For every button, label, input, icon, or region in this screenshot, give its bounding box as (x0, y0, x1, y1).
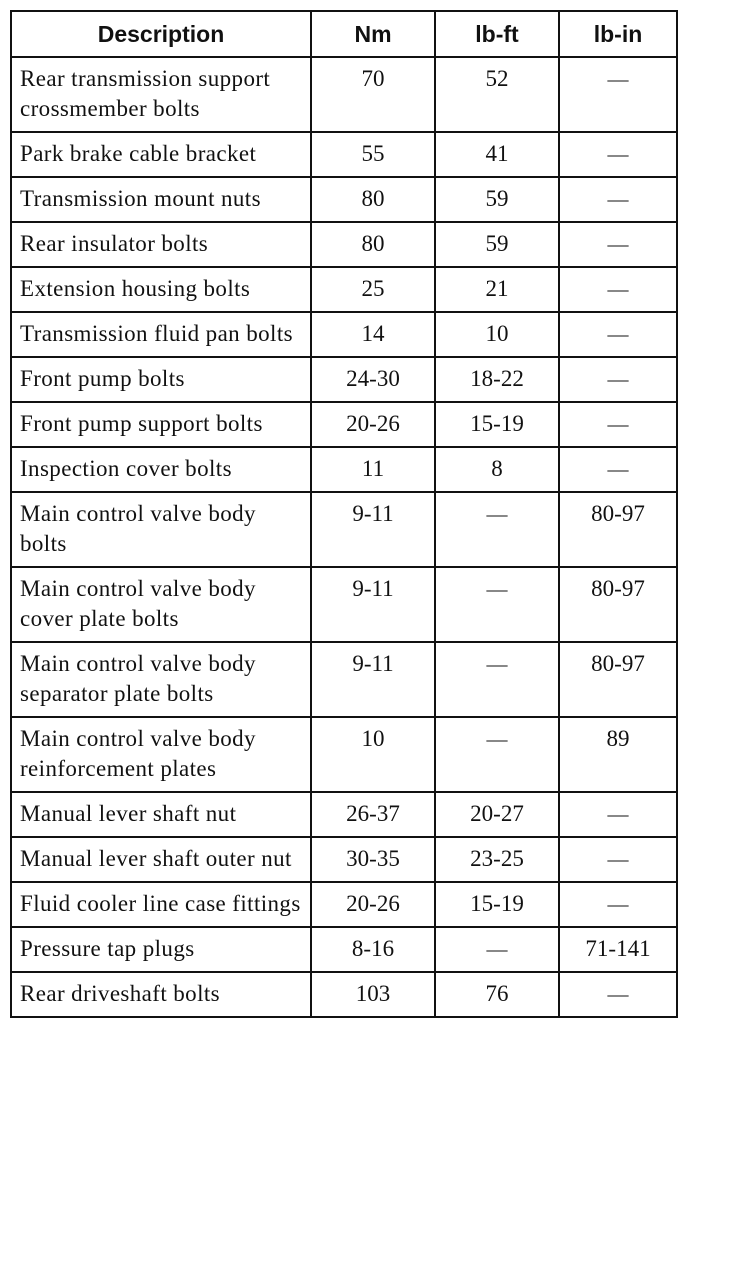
cell-lb-ft: — (435, 927, 559, 972)
cell-lb-ft: 15-19 (435, 402, 559, 447)
cell-lb-in: 71-141 (559, 927, 677, 972)
header-description: Description (11, 11, 311, 57)
table-row (11, 882, 677, 927)
cell-nm: 26-37 (311, 792, 435, 837)
header-lb-ft: lb-ft (435, 11, 559, 57)
cell-description: Main control valve body cover plate bolts (11, 567, 311, 642)
cell-lb-ft: — (435, 717, 559, 792)
cell-lb-in: — (559, 402, 677, 447)
cell-lb-ft: 23-25 (435, 837, 559, 882)
cell-lb-ft: 41 (435, 132, 559, 177)
table-row (11, 312, 677, 357)
cell-description: Inspection cover bolts (11, 447, 311, 492)
cell-lb-ft: 8 (435, 447, 559, 492)
cell-lb-in: — (559, 792, 677, 837)
cell-nm: 25 (311, 267, 435, 312)
table-row (11, 57, 677, 132)
table-row (11, 177, 677, 222)
cell-lb-ft: — (435, 492, 559, 567)
cell-lb-in: — (559, 57, 677, 132)
cell-lb-ft: 20-27 (435, 792, 559, 837)
cell-nm: 11 (311, 447, 435, 492)
table-row (11, 972, 677, 1017)
cell-lb-ft: 52 (435, 57, 559, 132)
cell-lb-ft: — (435, 642, 559, 717)
cell-description: Main control valve body reinforcement plates (11, 717, 311, 792)
table-row (11, 132, 677, 177)
cell-description: Rear insulator bolts (11, 222, 311, 267)
table-row (11, 717, 677, 792)
cell-lb-ft: 15-19 (435, 882, 559, 927)
cell-lb-in: — (559, 882, 677, 927)
cell-lb-in: — (559, 972, 677, 1017)
cell-nm: 8-16 (311, 927, 435, 972)
cell-nm: 55 (311, 132, 435, 177)
cell-nm: 20-26 (311, 402, 435, 447)
header-nm: Nm (311, 11, 435, 57)
cell-description: Transmission fluid pan bolts (11, 312, 311, 357)
cell-lb-in: — (559, 267, 677, 312)
cell-lb-in: 80-97 (559, 567, 677, 642)
table-row (11, 792, 677, 837)
table-row (11, 642, 677, 717)
cell-description: Fluid cooler line case fittings (11, 882, 311, 927)
cell-description: Extension housing bolts (11, 267, 311, 312)
cell-lb-in: 80-97 (559, 642, 677, 717)
cell-lb-in: — (559, 357, 677, 402)
cell-lb-in: — (559, 447, 677, 492)
cell-description: Main control valve body bolts (11, 492, 311, 567)
table-row (11, 267, 677, 312)
cell-lb-in: — (559, 132, 677, 177)
cell-lb-ft: 76 (435, 972, 559, 1017)
cell-nm: 70 (311, 57, 435, 132)
header-row (11, 11, 677, 57)
cell-description: Manual lever shaft outer nut (11, 837, 311, 882)
cell-description: Pressure tap plugs (11, 927, 311, 972)
cell-lb-ft: — (435, 567, 559, 642)
cell-nm: 24-30 (311, 357, 435, 402)
cell-nm: 80 (311, 177, 435, 222)
cell-description: Rear transmission support crossmember bolts (11, 57, 311, 132)
cell-lb-in: — (559, 222, 677, 267)
table-row (11, 402, 677, 447)
cell-lb-ft: 10 (435, 312, 559, 357)
cell-description: Rear driveshaft bolts (11, 972, 311, 1017)
table-row (11, 567, 677, 642)
cell-description: Main control valve body separator plate bolts (11, 642, 311, 717)
cell-nm: 10 (311, 717, 435, 792)
torque-spec-table (10, 10, 678, 1018)
cell-lb-in: 80-97 (559, 492, 677, 567)
table-row (11, 222, 677, 267)
cell-nm: 80 (311, 222, 435, 267)
cell-lb-in: — (559, 177, 677, 222)
cell-lb-ft: 59 (435, 177, 559, 222)
table-body (11, 57, 677, 1017)
table-row (11, 492, 677, 567)
cell-nm: 9-11 (311, 642, 435, 717)
cell-description: Park brake cable bracket (11, 132, 311, 177)
cell-description: Manual lever shaft nut (11, 792, 311, 837)
table-row (11, 357, 677, 402)
table-row (11, 447, 677, 492)
cell-lb-ft: 21 (435, 267, 559, 312)
cell-description: Transmission mount nuts (11, 177, 311, 222)
cell-lb-in: — (559, 837, 677, 882)
cell-description: Front pump support bolts (11, 402, 311, 447)
cell-nm: 103 (311, 972, 435, 1017)
cell-nm: 9-11 (311, 492, 435, 567)
cell-nm: 30-35 (311, 837, 435, 882)
cell-nm: 20-26 (311, 882, 435, 927)
cell-description: Front pump bolts (11, 357, 311, 402)
cell-lb-in: 89 (559, 717, 677, 792)
table-row (11, 927, 677, 972)
cell-nm: 9-11 (311, 567, 435, 642)
cell-lb-in: — (559, 312, 677, 357)
header-lb-in: lb-in (559, 11, 677, 57)
cell-lb-ft: 59 (435, 222, 559, 267)
cell-lb-ft: 18-22 (435, 357, 559, 402)
cell-nm: 14 (311, 312, 435, 357)
table-row (11, 837, 677, 882)
table-header (11, 11, 677, 57)
